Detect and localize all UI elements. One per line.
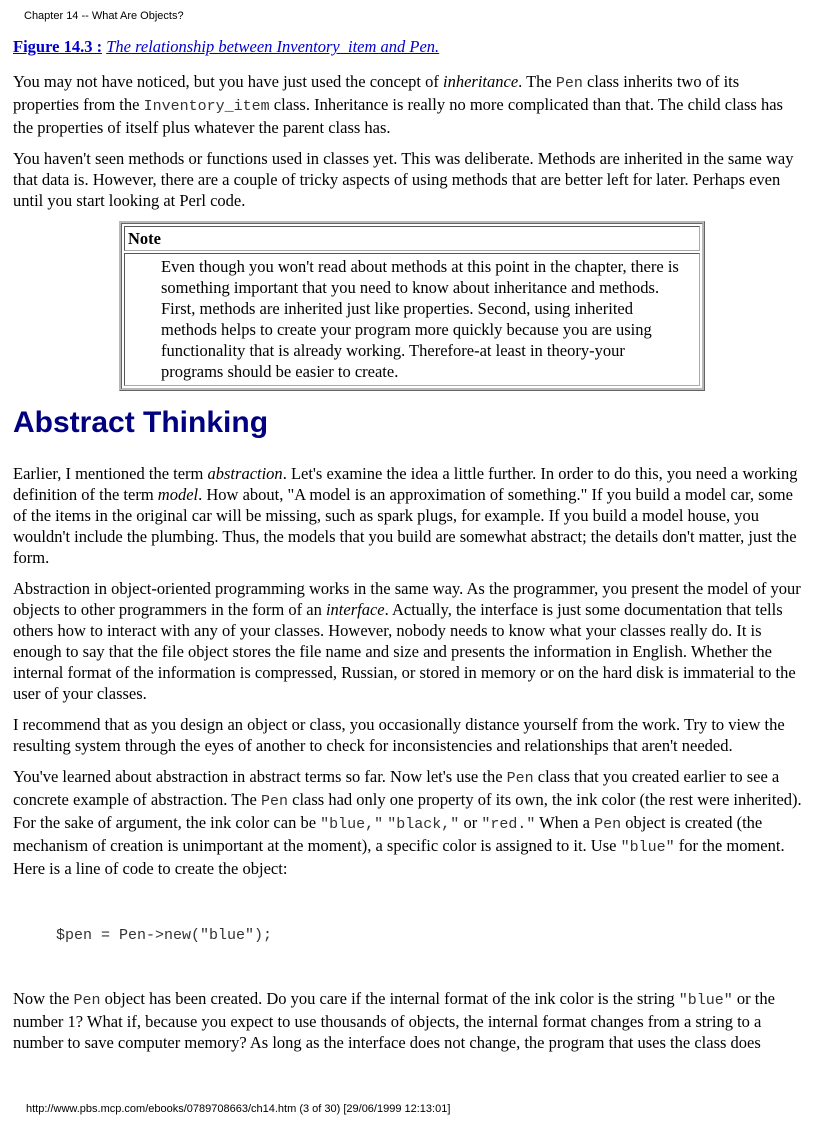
paragraph-inheritance: You may not have noticed, but you have just used the concept of inheritance. The Pen class inherits two of its properties from the Inventory_item class. Inheritance is really no more complicated than that. The child class has the properties of itself plus whatever the parent class has. [13,72,783,137]
paragraph-abstraction-model: Earlier, I mentioned the term abstraction. Let's examine the idea a little further. In order to do this, you need a working definition of the term model. How about, "A model is an approximation of something." If you build a model car, some of the items in the original car will be missing, such as spark plugs, for example. If you build a model house, you wouldn't include the plumbing. Thus, the models that you build are somewhat abstract; the details don't matter, just the form. [13,464,798,567]
section-heading: Abstract Thinking [13,406,269,439]
code-block: $pen = Pen->new("blue"); [56,927,273,944]
note-box [119,221,705,391]
paragraph-interface: Abstraction in object-oriented programming works in the same way. As the programmer, you present the model of your objects to other programmers in the form of an interface. Actually, the interface is just some documentation that tells others how to interact with any of your classes. However, nobody needs to know what your classes really do. It is enough to say that the file object stores the file name and size and presents the information in English. Whether the internal format of the information is compressed, Russian, or stored in memory or on the hard disk is immaterial to the user of your classes. [13,579,801,703]
page-footer-url: http://www.pbs.mcp.com/ebooks/0789708663/ch14.htm (3 of 30) [29/06/1999 12:13:01] [26,1103,451,1115]
paragraph-pen-example: You've learned about abstraction in abstract terms so far. Now let's use the Pen class that you created earlier to see a concrete example of abstraction. The Pen class had only one property of its own, the ink color (the rest were inherited). For the sake of argument, the ink color can be "blue," "black," or "red." When a Pen object is created (the mechanism of creation is unimportant at the moment), a specific color is assigned to it. Use "blue" for the moment. Here is a line of code to create the object: [13,767,802,878]
figure-label-link[interactable]: Figure 14.3 : [13,37,103,56]
note-body: Even though you won't read about methods at this point in the chapter, there is something important that you need to know about inheritance and methods. First, methods are inherited just like properties. Second, using inherited methods helps to create your program more quickly because you are using functionality that is already working. Therefore-at least in theory-your programs should be easier to create. [124,253,700,386]
page-content [13,36,803,1063]
paragraph-methods: You haven't seen methods or functions used in classes yet. This was deliberate. Methods are inherited in the same way that data is. However, there are a couple of tricky aspects of using methods that are better left for later. Perhaps even until you start looking at Perl code. [13,149,794,210]
paragraph-recommend: I recommend that as you design an object or class, you occasionally distance yourself from the work. Try to view the resulting system through the eyes of another to check for inconsistencies and relationships that aren't needed. [13,715,785,755]
note-title: Note [124,226,700,251]
page-header: Chapter 14 -- What Are Objects? [24,10,184,22]
figure-caption[interactable] [13,36,803,57]
figure-title-link[interactable]: The relationship between Inventory_item and Pen. [106,37,440,56]
paragraph-pen-created: Now the Pen object has been created. Do you care if the internal format of the ink color is the string "blue" or the number 1? What if, because you expect to use thousands of objects, the internal format changes from a string to a number to save computer memory? As long as the interface does not change, the program that uses the class does [13,989,775,1052]
